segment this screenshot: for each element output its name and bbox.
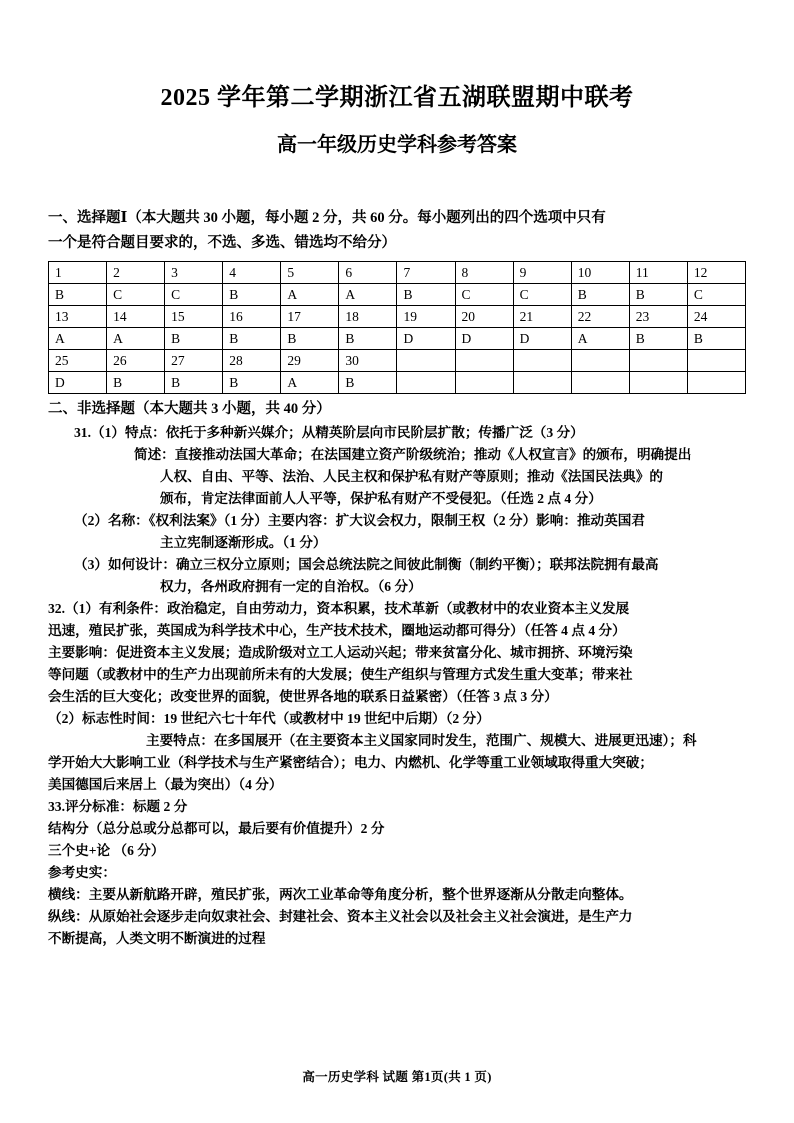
q31-line-2: 简述：直接推动法国大革命；在法国建立资产阶级统治；推动《人权宣言》的颁布，明确提出 — [134, 446, 692, 462]
table-cell: B — [281, 327, 339, 349]
q33-line-6: 纵线：从原始社会逐步走向奴隶社会、封建社会、资本主义社会以及社会主义社会演进，是生产力 — [48, 909, 633, 925]
table-cell: 26 — [107, 349, 165, 371]
q32-line-2: 迅速，殖民扩张，英国成为科学技术中心，生产技术技术，圈地运动都可得分）（任答 4 点 4 分） — [48, 622, 626, 638]
table-cell: B — [223, 283, 281, 305]
table-cell: C — [513, 283, 571, 305]
q31-line-8: 权力，各州政府拥有一定的自治权。（6 分） — [160, 578, 422, 594]
q32-line-1: 32.（1）有利条件：政治稳定，自由劳动力，资本积累，技术革新（或教材中的农业资本主义发展 — [48, 600, 630, 616]
q32-line-8: 学开始大大影响工业（科学技术与生产紧密结合）；电力、内燃机、化学等重工业领域取得重大突破； — [48, 755, 653, 771]
table-cell: A — [49, 327, 107, 349]
table-cell: 3 — [165, 261, 223, 283]
table-cell: 8 — [455, 261, 513, 283]
table-cell: 17 — [281, 305, 339, 327]
table-cell: D — [49, 371, 107, 393]
q33-line-4: 参考史实： — [48, 865, 116, 881]
q33-line-2: 结构分（总分总或分总都可以，最后要有价值提升）2 分 — [48, 821, 385, 837]
q32-line-9: 美国德国后来居上（最为突出）（4 分） — [48, 777, 283, 793]
table-row — [49, 283, 746, 305]
table-cell — [455, 371, 513, 393]
table-row — [49, 261, 746, 283]
table-cell: D — [397, 327, 455, 349]
q31-line-7: （3）如何设计：确立三权分立原则；国会总统法院之间彼此制衡（制约平衡）；联邦法院拥有最高 — [74, 556, 659, 572]
section-1-heading-line2: 一个是符合题目要求的，不选、多选、错选均不给分） — [48, 235, 396, 252]
table-row — [49, 371, 746, 393]
table-row — [49, 327, 746, 349]
table-cell: 11 — [629, 261, 687, 283]
table-cell: B — [223, 371, 281, 393]
q33-line-5: 横线：主要从新航路开辟，殖民扩张，两次工业革命等角度分析，整个世界逐渐从分散走向整体。 — [48, 887, 633, 903]
question-33-block — [48, 796, 746, 950]
table-cell: 29 — [281, 349, 339, 371]
question-32-block — [48, 598, 746, 796]
table-cell: C — [455, 283, 513, 305]
table-cell: 15 — [165, 305, 223, 327]
table-cell: B — [223, 327, 281, 349]
section-1-heading-line1: 一、选择题Ⅰ（本大题共 30 小题，每小题 2 分，共 60 分。每小题列出的四个选项中只有 — [48, 210, 606, 226]
table-cell: 27 — [165, 349, 223, 371]
table-cell: C — [107, 283, 165, 305]
table-cell: 13 — [49, 305, 107, 327]
table-cell: 1 — [49, 261, 107, 283]
table-cell — [513, 371, 571, 393]
table-row — [49, 349, 746, 371]
table-cell: B — [687, 327, 745, 349]
table-cell: 18 — [339, 305, 397, 327]
table-cell: 6 — [339, 261, 397, 283]
table-cell: B — [629, 283, 687, 305]
q31-line-5: （2）名称：《权利法案》（1 分）主要内容：扩大议会权力，限制王权（2 分）影响：推动英国君 — [74, 512, 645, 528]
table-cell: 25 — [49, 349, 107, 371]
q31-line-1: 31.（1）特点：依托于多种新兴媒介；从精英阶层向市民阶层扩散；传播广泛（3 分） — [74, 424, 584, 440]
table-cell: B — [571, 283, 629, 305]
table-cell: B — [397, 283, 455, 305]
page-subtitle: 高一年级历史学科参考答案 — [277, 134, 517, 156]
table-cell: B — [629, 327, 687, 349]
table-cell: 10 — [571, 261, 629, 283]
q33-line-1: 33.评分标准：标题 2 分 — [48, 799, 188, 815]
q31-line-3: 人权、自由、平等、法治、人民主权和保护私有财产等原则；推动《法国民法典》的 — [160, 468, 663, 484]
table-cell: B — [49, 283, 107, 305]
table-cell: 20 — [455, 305, 513, 327]
table-cell — [513, 349, 571, 371]
table-cell: 16 — [223, 305, 281, 327]
table-cell — [629, 349, 687, 371]
table-cell: A — [571, 327, 629, 349]
table-cell: 30 — [339, 349, 397, 371]
table-cell — [397, 349, 455, 371]
question-31-block — [48, 422, 746, 598]
table-cell: 9 — [513, 261, 571, 283]
q31-line-4: 颁布，肯定法律面前人人平等，保护私有财产不受侵犯。（任选 2 点 4 分） — [160, 490, 602, 506]
table-cell: 14 — [107, 305, 165, 327]
table-cell — [629, 371, 687, 393]
q33-line-3: 三个史+论 （6 分） — [48, 843, 165, 859]
table-cell: 4 — [223, 261, 281, 283]
q32-line-6: （2）标志性时间：19 世纪六七十年代（或教材中 19 世纪中后期）（2 分） — [48, 711, 490, 727]
q32-line-5: 会生活的巨大变化；改变世界的面貌，使世界各地的联系日益紧密）（任答 3 点 3 分） — [48, 689, 558, 705]
table-cell: A — [281, 371, 339, 393]
q33-line-7: 不断提高，人类文明不断演进的过程 — [48, 931, 266, 947]
table-cell — [571, 349, 629, 371]
table-row — [49, 305, 746, 327]
table-cell: C — [165, 283, 223, 305]
table-cell: A — [339, 283, 397, 305]
table-cell: 21 — [513, 305, 571, 327]
table-cell: B — [165, 371, 223, 393]
page-footer: 高一历史学科 试题 第1页(共 1 页) — [302, 1070, 492, 1084]
table-cell — [397, 371, 455, 393]
table-cell: C — [687, 283, 745, 305]
section-1-heading — [48, 206, 746, 257]
table-cell: 28 — [223, 349, 281, 371]
q32-line-3: 主要影响：促进资本主义发展；造成阶级对立工人运动兴起；带来贫富分化、城市拥挤、环境污染 — [48, 645, 633, 660]
table-cell: 22 — [571, 305, 629, 327]
table-cell: B — [339, 327, 397, 349]
table-cell: B — [165, 327, 223, 349]
table-cell: 5 — [281, 261, 339, 283]
table-cell: 24 — [687, 305, 745, 327]
page-title: 2025 学年第二学期浙江省五湖联盟期中联考 — [160, 85, 634, 111]
table-cell: 23 — [629, 305, 687, 327]
table-cell: 2 — [107, 261, 165, 283]
section-2-heading: 二、非选择题（本大题共 3 小题，共 40 分） — [48, 400, 331, 417]
table-cell: D — [455, 327, 513, 349]
table-cell: B — [107, 371, 165, 393]
table-cell: A — [281, 283, 339, 305]
table-cell: A — [107, 327, 165, 349]
table-cell: 19 — [397, 305, 455, 327]
table-cell: 7 — [397, 261, 455, 283]
table-cell — [571, 371, 629, 393]
table-cell: D — [513, 327, 571, 349]
q32-line-4: 等问题（或教材中的生产力出现前所未有的大发展；使生产组织与管理方式发生重大变革；带来社 — [48, 667, 633, 683]
q31-line-6: 主立宪制逐渐形成。（1 分） — [160, 534, 327, 550]
q32-line-7: 主要特点：在多国展开（在主要资本主义国家同时发生，范围广、规模大、进展更迅速）；科 — [146, 733, 697, 749]
table-cell — [687, 349, 745, 371]
answer-key-table — [48, 261, 746, 394]
table-cell — [687, 371, 745, 393]
table-cell: 12 — [687, 261, 745, 283]
table-cell — [455, 349, 513, 371]
table-cell: B — [339, 371, 397, 393]
